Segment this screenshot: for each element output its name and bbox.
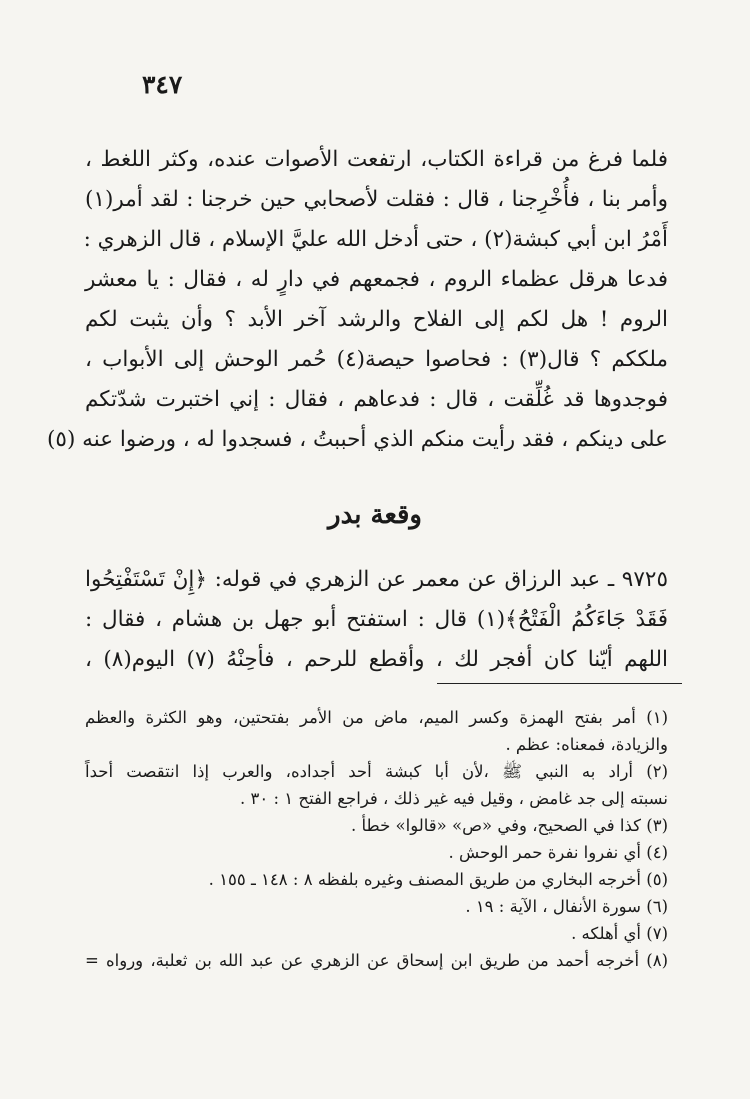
footnote-line: (٥) أخرجه البخاري من طريق المصنف وغيره بلفظه ٨ : ١٤٨ ـ ١٥٥ .	[208, 870, 668, 889]
footnote-line: والزيادة، فمعناه: عظم .	[505, 735, 668, 754]
text-line: فَقَدْ جَاءَكُمُ الْفَتْحُ﴾(١) قال : استفتح أبو جهل بن هشام ، فقال :	[85, 607, 668, 632]
text-line: فلما فرغ من قراءة الكتاب، ارتفعت الأصوات عنده، وكثر اللغط ،	[85, 147, 668, 172]
footnote-line: (١) أمر بفتح الهمزة وكسر الميم، ماض من الأمر بفتحتين، وهو الكثرة والعظم	[85, 708, 668, 727]
text-line: أَمْرُ ابن أبي كبشة(٢) ، حتى أدخل الله عليَّ الإسلام ، قال الزهري :	[83, 227, 668, 252]
text-line: وأمر بنا ، فأُخْرِجنا ، قال : فقلت لأصحابي حين خرجنا : لقد أمر(١)	[85, 187, 668, 212]
footnote-line: (٧) أي أهلكه .	[571, 924, 668, 943]
text-line: الروم ! هل لكم إلى الفلاح والرشد آخر الأبد ؟ وأن يثبت لكم	[85, 307, 668, 332]
main-text-block	[47, 140, 669, 460]
footnote-divider	[437, 683, 682, 684]
footnote-line: (٦) سورة الأنفال ، الآية : ١٩ .	[465, 897, 668, 916]
section-title: وقعة بدر	[328, 500, 422, 530]
text-line: فدعا هرقل عظماء الروم ، فجمعهم في دارٍ له ، فقال : يا معشر	[85, 267, 668, 292]
footnotes-block	[85, 704, 668, 974]
footnote-line: نسبته إلى جد غامض ، وقيل فيه غير ذلك ، فراجع الفتح ١ : ٣٠ .	[240, 789, 668, 808]
text-line: ملككم ؟ قال(٣) : فحاصوا حيصة(٤) حُمر الوحش إلى الأبواب ،	[85, 347, 669, 372]
footnote-line: (٣) كذا في الصحيح، وفي «ص» «قالوا» خطأ .	[351, 816, 668, 835]
text-line: على دينكم ، فقد رأيت منكم الذي أحببتُ ، فسجدوا له ، ورضوا عنه (٥)	[47, 427, 668, 452]
footnote-line: (٨) أخرجه أحمد من طريق ابن إسحاق عن الزهري عن عبد الله بن ثعلبة، ورواه =	[85, 951, 668, 970]
page-number: ٣٤٧	[142, 70, 183, 99]
section-text-block	[85, 560, 668, 680]
footnote-line: (٢) أراد به النبي ﷺ ،لأن أبا كبشة أحد أجداده، والعرب إذا انتقصت أحداً	[85, 762, 668, 781]
text-line: ٩٧٢٥ ـ عبد الرزاق عن معمر عن الزهري في قوله: ﴿إِنْ تَسْتَفْتِحُوا	[85, 567, 668, 592]
text-line: فوجدوها قد غُلِّقت ، قال : فدعاهم ، فقال : إني اختبرت شدّتكم	[85, 387, 668, 412]
footnote-line: (٤) أي نفروا نفرة حمر الوحش .	[448, 843, 668, 862]
text-line: اللهم أيّنا كان أفجر لك ، وأقطع للرحم ، فأحِنْهُ (٧) اليوم(٨) ،	[85, 647, 668, 672]
